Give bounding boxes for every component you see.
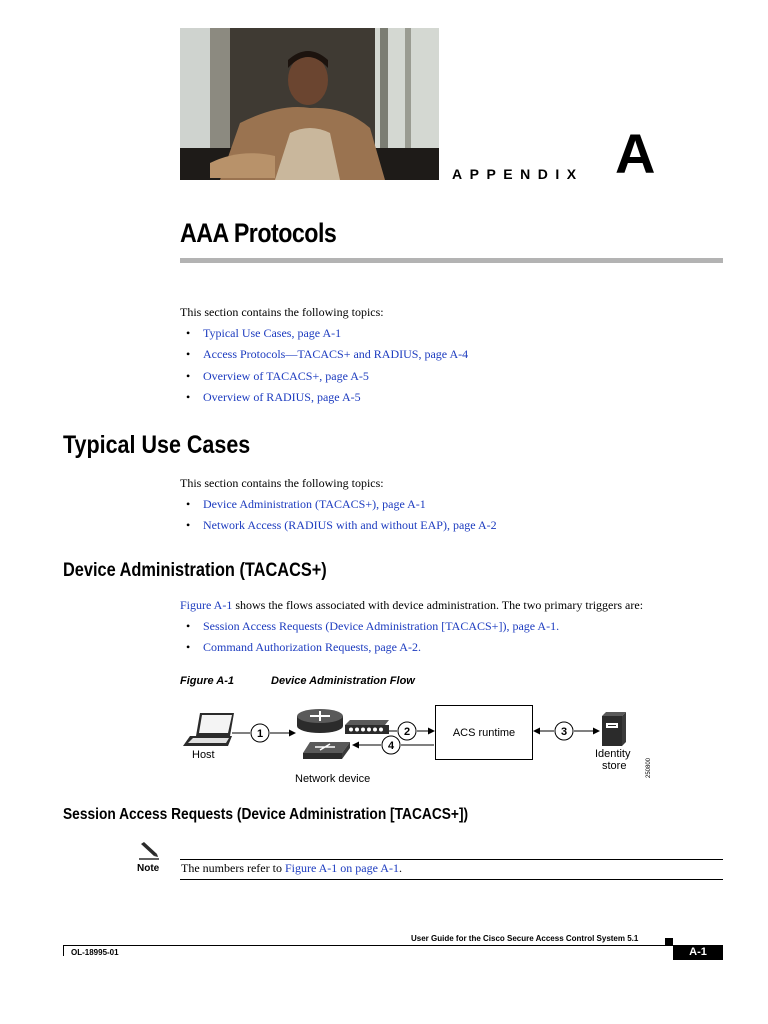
section-heading-typical-use-cases: Typical Use Cases	[63, 431, 251, 459]
figure-link[interactable]: Figure A-1	[180, 598, 233, 612]
footer-page-number: A-1	[673, 945, 723, 960]
list-item	[181, 497, 497, 518]
bullet-icon: •	[186, 389, 191, 404]
catalyst-switch-icon	[303, 742, 350, 759]
list-item	[181, 640, 559, 661]
note-rule-bottom	[180, 879, 723, 880]
list-item	[181, 369, 468, 390]
figure-title: Device Administration Flow	[271, 675, 415, 687]
footer-guide-title: User Guide for the Cisco Secure Access Control System 5.1	[411, 934, 639, 943]
list-item	[181, 619, 559, 640]
topic-link[interactable]: Device Administration (TACACS+), page A-1	[203, 497, 426, 511]
host-label: Host	[192, 749, 215, 761]
bullet-icon: •	[186, 497, 191, 511]
cover-photo	[180, 28, 439, 180]
note-figure-link[interactable]: Figure A-1 on page A-1	[284, 861, 399, 875]
trigger-link[interactable]: Command Authorization Requests, page A-2.	[203, 640, 421, 655]
footer-doc-number: OL-18995-01	[71, 948, 119, 957]
footer-rule	[63, 945, 723, 946]
trigger-list	[181, 619, 559, 662]
section-intro-text: This section contains the following topics:	[180, 476, 384, 490]
device-admin-intro	[180, 598, 643, 613]
bullet-icon: •	[186, 368, 191, 383]
note-label: Note	[137, 863, 160, 874]
section-heading-device-admin: Device Administration (TACACS+)	[63, 560, 327, 581]
acs-runtime-label: ACS runtime	[452, 726, 516, 739]
topic-link[interactable]: Overview of TACACS+, page A-5	[203, 368, 369, 383]
step-1-label: 1	[256, 728, 264, 740]
appendix-label: APPENDIX	[452, 166, 584, 182]
list-item	[181, 518, 497, 539]
figure-id: 250800	[646, 757, 652, 778]
step-4-label: 4	[387, 740, 395, 752]
trigger-link[interactable]: Session Access Requests (Device Administration [TACACS+]), page A-1.	[203, 619, 560, 633]
server-icon	[602, 712, 626, 746]
note-text-suffix: .	[398, 861, 402, 875]
device-admin-flow-diagram	[170, 698, 670, 793]
list-item	[181, 390, 468, 411]
network-device-label: Network device	[295, 773, 371, 785]
section-heading-session-access: Session Access Requests (Device Administration [TACACS+])	[63, 806, 469, 823]
list-item	[181, 347, 468, 368]
topic-link[interactable]: Network Access (RADIUS with and without EAP), page A-2	[203, 518, 497, 533]
bullet-icon: •	[186, 326, 191, 340]
router-icon	[297, 709, 343, 733]
step-2-label: 2	[403, 726, 411, 738]
device-admin-intro-text: shows the flows associated with device administration. The two primary triggers are:	[232, 598, 644, 612]
laptop-icon	[183, 713, 234, 746]
intro-text: This section contains the following topics:	[180, 305, 384, 319]
intro-topic-list	[181, 326, 468, 411]
bullet-icon: •	[186, 347, 191, 362]
note-text	[181, 861, 402, 876]
step-3-label: 3	[560, 726, 568, 738]
title-rule	[180, 258, 723, 263]
figure-number: Figure A-1	[180, 675, 234, 687]
footer-tick	[63, 945, 64, 956]
bullet-icon: •	[186, 640, 191, 655]
store-label: store	[602, 760, 627, 772]
list-item	[181, 326, 468, 347]
topic-link[interactable]: Typical Use Cases, page A-1	[203, 326, 342, 340]
note-text-prefix: The numbers refer to	[181, 861, 285, 875]
identity-label: Identity	[595, 748, 631, 760]
note-rule-top	[180, 859, 723, 860]
acs-runtime-box	[435, 705, 533, 760]
topic-link[interactable]: Access Protocols—TACACS+ and RADIUS, page A-4	[203, 347, 469, 362]
topic-link[interactable]: Overview of RADIUS, page A-5	[203, 389, 361, 404]
chapter-title: AAA Protocols	[180, 218, 337, 248]
note-pencil-icon	[138, 842, 160, 865]
use-case-topic-list	[181, 497, 497, 540]
diagram-graphics	[170, 698, 670, 793]
appendix-letter: A	[615, 122, 656, 185]
switch-icon	[345, 720, 389, 734]
bullet-icon: •	[186, 619, 191, 633]
bullet-icon: •	[186, 518, 191, 533]
